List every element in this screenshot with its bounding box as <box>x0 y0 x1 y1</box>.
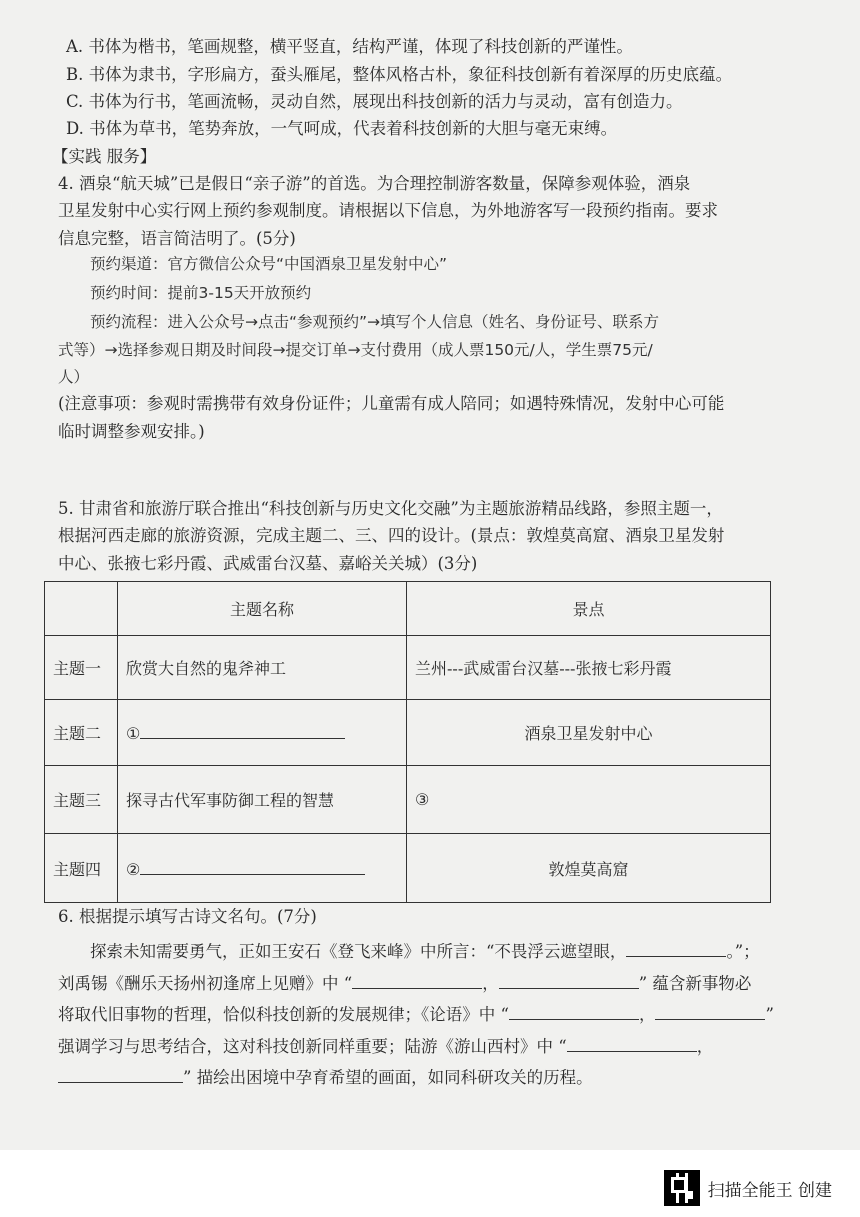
q6-text: ” 蕴含新事物必 <box>638 974 752 993</box>
q6-text: 将取代旧事物的哲理，恰似科技创新的发展规律；《论语》中 “ <box>58 1005 509 1024</box>
q6-text: ， <box>482 974 499 993</box>
q4-process-3: 人） <box>58 368 90 386</box>
q6-text: 刘禹锡《酬乐天扬州初逢席上见赠》中 “ <box>58 974 353 993</box>
table-row <box>45 834 771 903</box>
q6-text: ， <box>696 1037 714 1056</box>
blank-marker: ① <box>126 724 141 743</box>
q4-channel: 预约渠道：官方微信公众号“中国酒泉卫星发射中心” <box>90 255 448 273</box>
answer-blank-2[interactable] <box>140 858 365 875</box>
section-heading: 【实践 服务】 <box>52 147 157 166</box>
q4-line-1: 4. 酒泉“航天城”已是假日“亲子游”的首选。为合理控制游客数量，保障参观体验，酒泉 <box>58 174 691 193</box>
blank-marker: ② <box>126 859 141 879</box>
q4-line-3: 信息完整，语言简洁明了。(5分) <box>58 229 296 248</box>
poem-blank[interactable] <box>567 1035 697 1052</box>
header-number-cell <box>45 582 118 636</box>
q4-process-1: 预约流程：进入公众号→点击“参观预约”→填写个人信息（姓名、身份证号、联系方 <box>90 313 660 331</box>
poem-blank[interactable] <box>499 972 639 989</box>
poem-blank[interactable] <box>655 1003 765 1020</box>
blank-marker: ③ <box>415 790 430 809</box>
theme-spots: 兰州---武威雷台汉墓---张掖七彩丹霞 <box>407 636 771 700</box>
q6-text: 探索未知需要勇气，正如王安石《登飞来峰》中所言：“不畏浮云遮望眼， <box>90 942 627 961</box>
q6-para-1 <box>90 940 800 963</box>
q6-text: ” 描绘出困境中孕育希望的画面，如同科研攻关的历程。 <box>183 1068 593 1087</box>
poem-blank[interactable] <box>58 1066 183 1083</box>
option-a: A. 书体为楷书，笔画规整，横平竖直，结构严谨，体现了科技创新的严谨性。 <box>66 37 633 56</box>
q5-line-1: 5. 甘肃省和旅游厅联合推出“科技创新与历史文化交融”为主题旅游精品线路，参照主题一， <box>58 499 723 518</box>
q6-text: ， <box>638 1005 656 1024</box>
answer-blank-1[interactable] <box>140 722 345 739</box>
theme-spots-blank[interactable] <box>407 766 771 834</box>
poem-blank[interactable] <box>626 940 726 957</box>
header-theme-name: 主题名称 <box>118 582 407 636</box>
poem-blank[interactable] <box>509 1003 639 1020</box>
table-row <box>45 636 771 700</box>
q6-para-3 <box>58 1003 800 1026</box>
option-c: C. 书体为行书，笔画流畅，灵动自然，展现出科技创新的活力与灵动，富有创造力。 <box>66 92 683 111</box>
q4-time: 预约时间：提前3-15天开放预约 <box>90 284 312 302</box>
theme-name: 探寻古代军事防御工程的智慧 <box>118 766 407 834</box>
q6-line-1: 6. 根据提示填写古诗文名句。(7分) <box>58 907 317 926</box>
scanner-watermark <box>664 1170 832 1206</box>
q4-note-2: 临时调整参观安排。) <box>58 422 205 441</box>
theme-table <box>44 581 771 903</box>
table-header-row <box>45 582 771 636</box>
q6-para-4 <box>58 1035 800 1058</box>
row-label: 主题三 <box>45 766 118 834</box>
option-b: B. 书体为隶书，字形扁方，蚕头雁尾，整体风格古朴，象征科技创新有着深厚的历史底蕴。 <box>66 65 733 84</box>
theme-name-blank[interactable] <box>118 834 407 903</box>
scanner-label: 扫描全能王 创建 <box>707 1180 832 1201</box>
header-spots: 景点 <box>407 582 771 636</box>
option-d: D. 书体为草书，笔势奔放，一气呵成，代表着科技创新的大胆与毫无束缚。 <box>66 119 618 138</box>
table-row <box>45 766 771 834</box>
row-label: 主题四 <box>45 834 118 903</box>
q5-line-2: 根据河西走廊的旅游资源，完成主题二、三、四的设计。(景点：敦煌莫高窟、酒泉卫星发射 <box>58 526 725 545</box>
theme-name-blank[interactable] <box>118 700 407 766</box>
row-label: 主题二 <box>45 700 118 766</box>
qr-code-icon <box>664 1170 700 1206</box>
theme-spots: 敦煌莫高窟 <box>407 834 771 903</box>
table-row <box>45 700 771 766</box>
q4-line-2: 卫星发射中心实行网上预约参观制度。请根据以下信息，为外地游客写一段预约指南。要求 <box>58 201 718 220</box>
q6-text: 强调学习与思考结合，这对科技创新同样重要；陆游《游山西村》中 “ <box>58 1037 567 1056</box>
theme-spots: 酒泉卫星发射中心 <box>407 700 771 766</box>
q5-line-3: 中心、张掖七彩丹霞、武威雷台汉墓、嘉峪关关城）(3分) <box>58 554 478 573</box>
q6-para-2 <box>58 972 800 995</box>
poem-blank[interactable] <box>352 972 482 989</box>
q4-note-1: (注意事项：参观时需携带有效身份证件；儿童需有成人陪同；如遇特殊情况，发射中心可能 <box>58 394 725 413</box>
q6-text: ” <box>765 1005 774 1024</box>
q6-text: 。”； <box>726 942 760 961</box>
q6-para-5 <box>58 1066 800 1089</box>
theme-name: 欣赏大自然的鬼斧神工 <box>118 636 407 700</box>
q4-process-2: 式等）→选择参观日期及时间段→提交订单→支付费用（成人票150元/人，学生票75元/ <box>58 341 653 359</box>
row-label: 主题一 <box>45 636 118 700</box>
